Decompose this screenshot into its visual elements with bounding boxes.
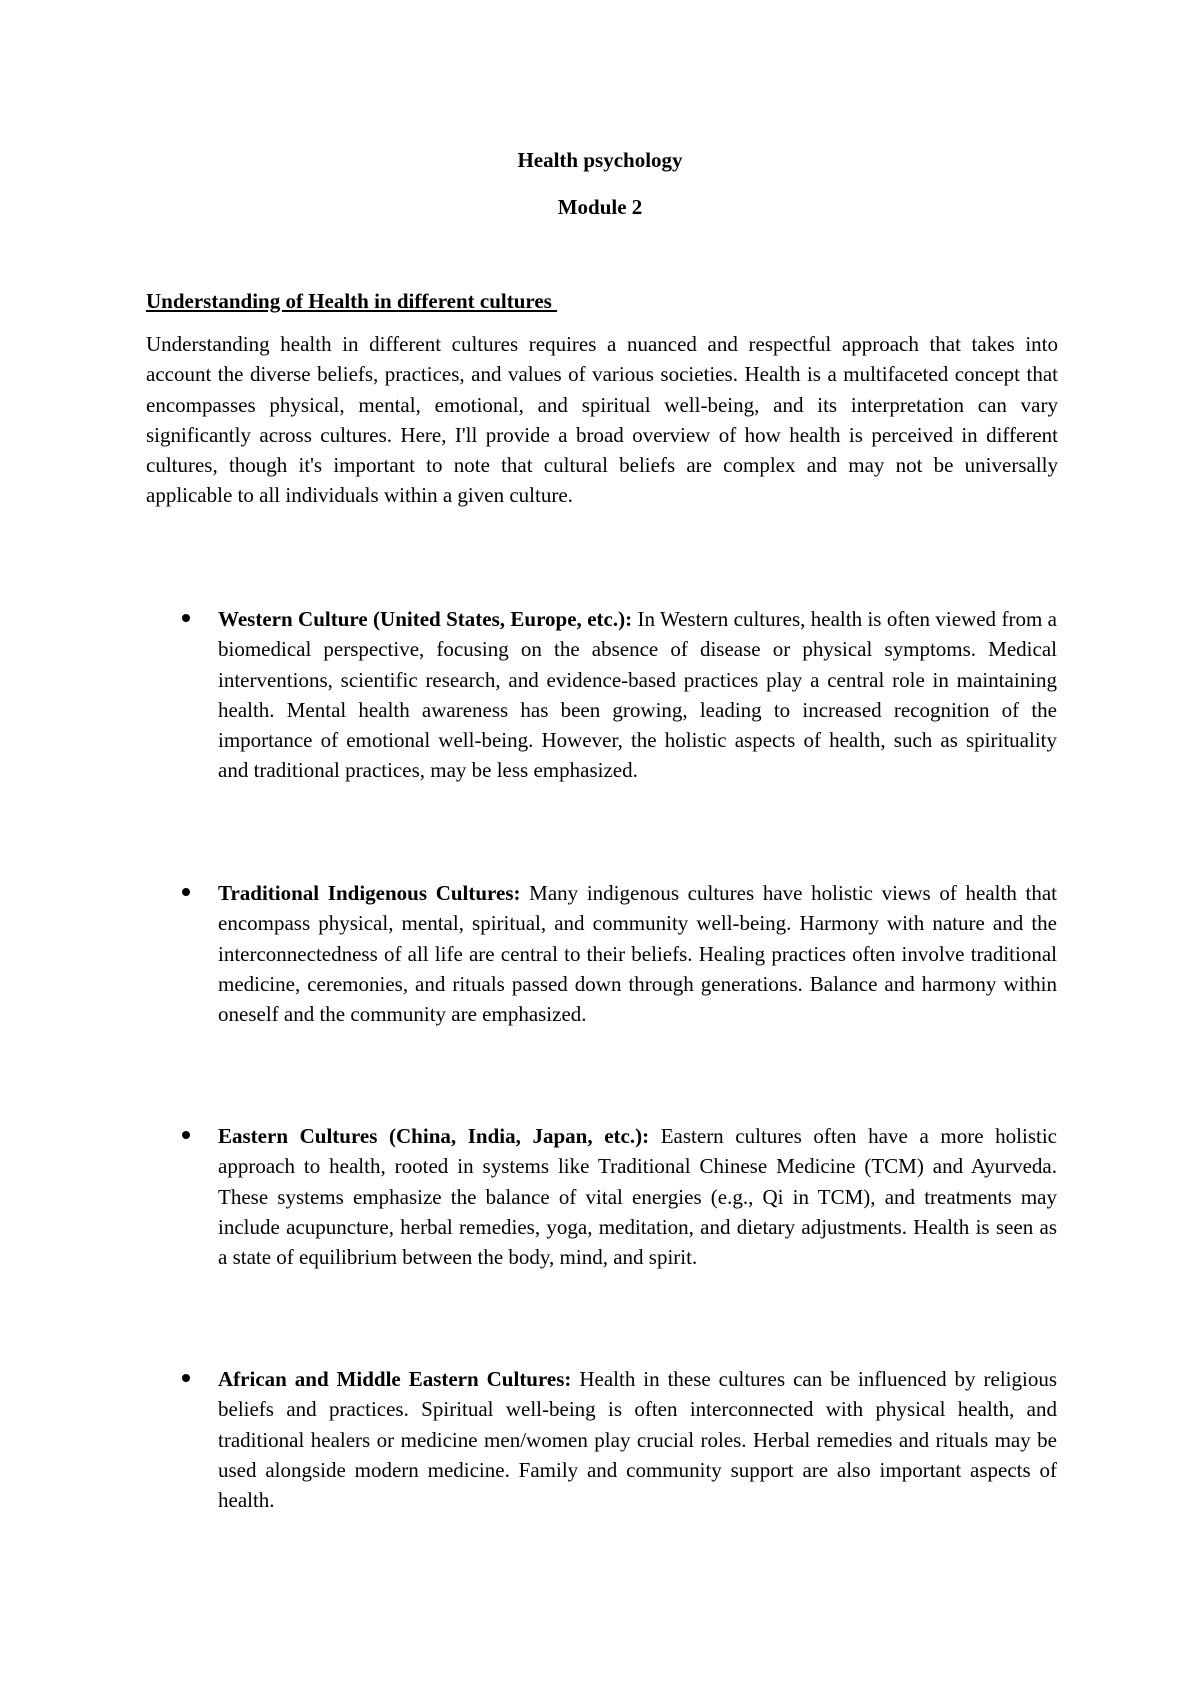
bullet-heading: Traditional Indigenous Cultures: [218,881,521,905]
bullet-paragraph [218,1121,1057,1272]
intro-paragraph: Understanding health in different cultures requires a nuanced and respectful approach that takes into account the diverse beliefs, practices, and values of various societies. Health is a multifaceted concept that encompasses physical, mental, emotional, and spiritual well-being, and its interpretation can vary significantly across cultures. Here, I'll provide a broad overview of how health is perceived in different cultures, though it's important to note that cultural beliefs are complex and may not be universally applicable to all individuals within a given culture. [146,332,1058,508]
bullet-body: Many indigenous cultures have holistic views of health that encompass physical, mental, spiritual, and community well-being. Harmony with nature and the interconnectedness of all life are central to their beliefs. Healing practices often involve traditional medicine, ceremonies, and rituals passed down through generations. Balance and harmony within oneself and the community are emphasized. [218,881,1057,1027]
bullet-dot-icon [182,888,190,896]
bullet-body: Health in these cultures can be influenced by religious beliefs and practices. Spiritual well-being is often interconnected with physical health, and traditional healers or medicine men/women play crucial roles. Herbal remedies and rituals may be used alongside modern medicine. Family and community support are also important aspects of health. [218,1367,1057,1513]
bullet-paragraph [218,604,1057,786]
bullet-heading: Eastern Cultures (China, India, Japan, etc.): [218,1124,650,1148]
bullet-dot-icon [182,1131,190,1139]
bullet-paragraph [218,1364,1057,1515]
document-title: Health psychology [517,148,683,172]
bullet-heading: Western Culture (United States, Europe, etc.): [218,607,633,631]
bullet-body: Eastern cultures often have a more holistic approach to health, rooted in systems like Traditional Chinese Medicine (TCM) and Ayurveda. These systems emphasize the balance of vital energies (e.g., Qi in TCM), and treatments may include acupuncture, herbal remedies, yoga, meditation, and dietary adjustments. Health is seen as a state of equilibrium between the body, mind, and spirit. [218,1124,1057,1270]
bullet-dot-icon [182,614,190,622]
bullet-dot-icon [182,1374,190,1382]
module-label: Module 2 [557,195,643,219]
bullet-heading: African and Middle Eastern Cultures: [218,1367,572,1391]
bullet-body: In Western cultures, health is often viewed from a biomedical perspective, focusing on the absence of disease or physical symptoms. Medical interventions, scientific research, and evidence-based practices play a central role in maintaining health. Mental health awareness has been growing, leading to increased recognition of the importance of emotional well-being. However, the holistic aspects of health, such as spirituality and traditional practices, may be less emphasized. [218,607,1057,783]
section-heading: Understanding of Health in different cultures [146,289,558,313]
bullet-paragraph [218,878,1057,1029]
